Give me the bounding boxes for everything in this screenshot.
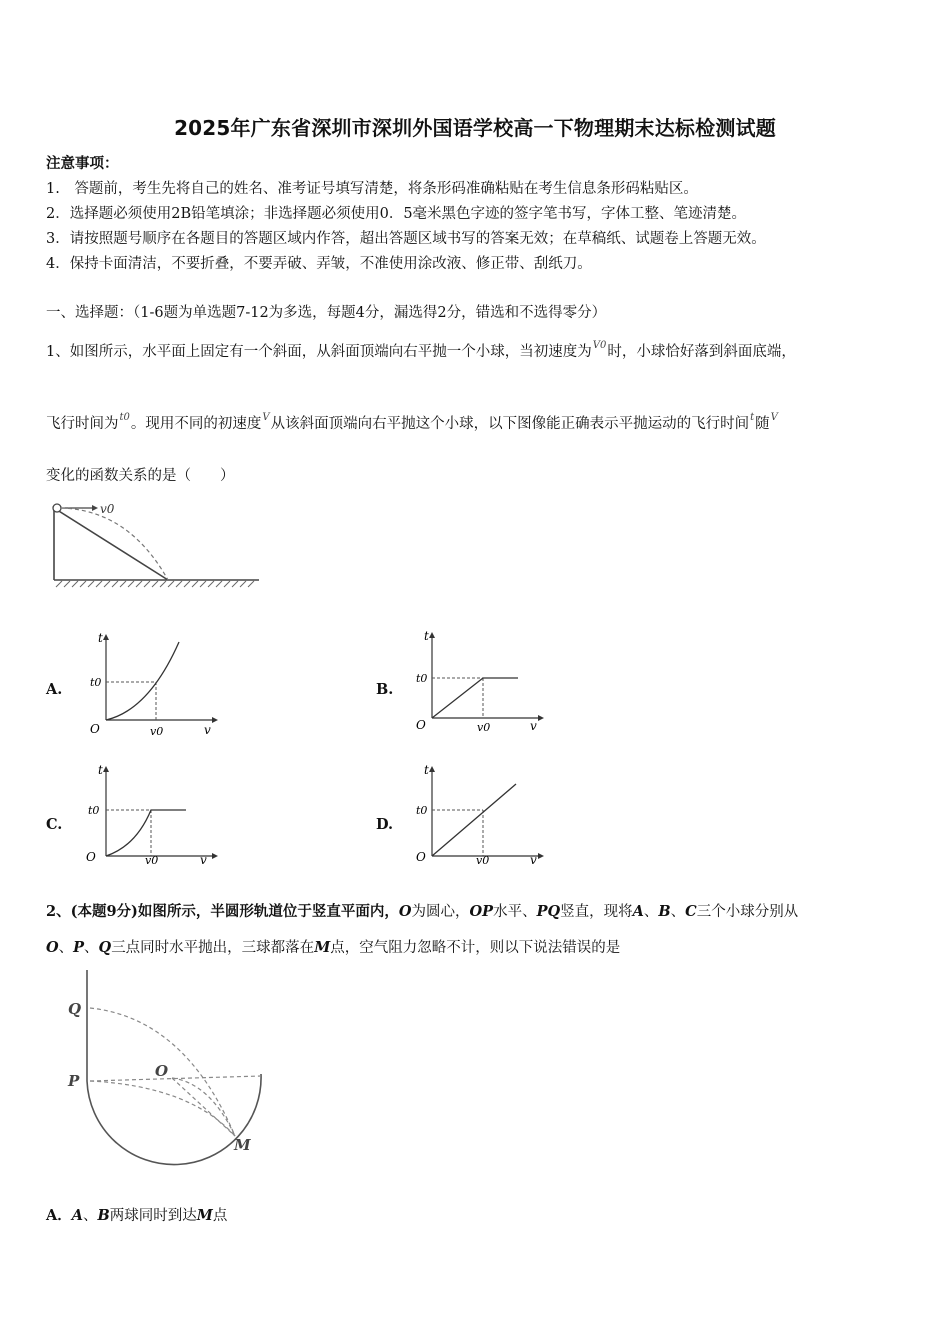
q1-line-3: 变化的函数关系的是（ ） <box>46 468 235 484</box>
symbol-v: V <box>262 412 270 423</box>
option-text: 点 <box>212 1208 228 1224</box>
q2-text: 三点同时水平抛出，三球都落在 <box>111 940 315 956</box>
q2-line-2 <box>46 936 620 957</box>
symbol-v0: V0 <box>592 340 607 351</box>
q1-text: 飞行时间为 <box>46 416 119 432</box>
t-label: t <box>98 631 103 645</box>
x-arrow <box>212 853 218 859</box>
q2-text: 竖直，现将 <box>560 904 633 920</box>
q1-line-2 <box>46 412 779 433</box>
q1-text: 随 <box>755 416 770 432</box>
y-arrow <box>103 766 109 772</box>
t0-label: t0 <box>88 804 100 817</box>
q1-text: 1、如图所示，水平面上固定有一个斜面，从斜面顶端向右平抛一个小球，当初速度为 <box>46 344 592 360</box>
v0-label: v0 <box>476 854 490 867</box>
origin-label: O <box>90 722 100 736</box>
option-a-label[interactable]: A. <box>46 681 63 698</box>
page-title: 2025年广东省深圳市深圳外国语学校高一下物理期末达标检测试题 <box>174 116 776 140</box>
x-arrow <box>538 853 544 859</box>
option-b-label[interactable]: B. <box>376 681 394 698</box>
y-arrow <box>429 766 435 772</box>
option-d-label[interactable]: D. <box>376 816 394 833</box>
x-arrow <box>212 717 218 723</box>
q2-text: 、 <box>84 940 99 956</box>
x-arrow <box>538 715 544 721</box>
notice-heading: 注意事项： <box>46 155 119 172</box>
option-label: A． <box>46 1207 72 1224</box>
option-text: 、 <box>83 1208 98 1224</box>
t-label: t <box>98 763 103 777</box>
semicircle-figure <box>60 968 280 1174</box>
v-label: v <box>530 719 537 733</box>
q2-text: 为圆心， <box>411 904 470 920</box>
curve <box>106 810 186 856</box>
t-label: t <box>424 629 429 643</box>
incline-slope <box>54 508 168 580</box>
q1-text: 从该斜面顶端向右平抛这个小球，以下图像能正确表示平抛运动的飞行时间 <box>270 416 750 432</box>
section-heading: 一、选择题：（1-6题为单选题7-12为多选，每题4分，漏选得2分，错选和不选得零分） <box>46 305 607 321</box>
q2-text: 三个小球分别从 <box>696 904 799 920</box>
var-a: A <box>71 1207 84 1224</box>
var-q: Q <box>98 939 112 956</box>
var-b: B <box>97 1207 110 1224</box>
q2-text: 、 <box>643 904 659 920</box>
y-arrow <box>103 634 109 640</box>
var-pq: PQ <box>536 903 561 920</box>
incline-figure <box>44 498 264 594</box>
q2-line-1 <box>46 900 798 921</box>
t0-label: t0 <box>90 676 102 689</box>
t-label: t <box>424 763 429 777</box>
v0-label: v0 <box>100 502 115 516</box>
arrow-head <box>92 505 98 511</box>
v0-label: v0 <box>477 721 491 734</box>
q-label: Q <box>68 1000 82 1018</box>
ground-hatching <box>56 581 254 587</box>
q2-text: 、 <box>670 904 686 920</box>
v-label: v <box>530 853 537 867</box>
curve <box>432 784 516 856</box>
v0-label: v0 <box>145 854 159 867</box>
ball <box>53 504 61 512</box>
graph-d[interactable] <box>410 760 550 870</box>
q2-text: 点，空气阻力忽略不计，则以下说法错误的是 <box>330 940 621 956</box>
var-a: A <box>632 903 644 920</box>
graph-b[interactable] <box>410 628 550 738</box>
q2-text: 、 <box>58 940 74 956</box>
q1-line-1 <box>46 340 796 361</box>
var-o: O <box>46 939 59 956</box>
var-b: B <box>658 903 671 920</box>
symbol-t: t <box>750 412 755 423</box>
notice-item-2: 2．选择题必须使用2B铅笔填涂；非选择题必须使用0．5毫米黑色字迹的签字笔书写，字体工整、笔迹清楚。 <box>46 206 747 222</box>
origin-label: O <box>416 850 426 864</box>
p-label: P <box>68 1072 80 1090</box>
v-label: v <box>200 853 207 867</box>
curve <box>106 642 179 720</box>
notice-item-1: 1. 答题前，考生先将自己的姓名、准考证号填写清楚，将条形码准确粘贴在考生信息条形码粘贴区。 <box>46 181 698 197</box>
option-c-label[interactable]: C. <box>46 816 63 833</box>
var-op: OP <box>469 903 494 920</box>
var-p: P <box>73 939 85 956</box>
t0-label: t0 <box>416 804 428 817</box>
q1-text: 时，小球恰好落到斜面底端， <box>607 344 796 360</box>
y-arrow <box>429 632 435 638</box>
q2-text: 2、(本题9分)如图所示，半圆形轨道位于竖直平面内， <box>46 903 399 920</box>
radius-om <box>172 1078 235 1136</box>
q2-text: 水平、 <box>493 904 537 920</box>
graph-c[interactable] <box>84 760 224 870</box>
notice-item-3: 3．请按照题号顺序在各题目的答题区域内作答，超出答题区域书写的答案无效；在草稿纸、试题卷上答题无效。 <box>46 231 766 247</box>
curve <box>432 678 518 718</box>
v0-label: v0 <box>150 725 164 738</box>
q1-text: 。现用不同的初速度 <box>130 416 262 432</box>
trajectory-p <box>90 1081 235 1136</box>
var-m: M <box>314 939 331 956</box>
origin-label: O <box>86 850 96 864</box>
var-c: C <box>685 903 697 920</box>
graph-a[interactable] <box>84 630 224 740</box>
var-o: O <box>398 903 412 920</box>
symbol-v: V <box>770 412 778 423</box>
t0-label: t0 <box>416 672 428 685</box>
symbol-t0: t0 <box>119 412 130 423</box>
m-label: M <box>234 1136 251 1154</box>
notice-item-4: 4．保持卡面清洁，不要折叠，不要弄破、弄皱，不准使用涂改液、修正带、刮纸刀。 <box>46 256 592 272</box>
o-label: O <box>155 1062 169 1080</box>
v-label: v <box>204 723 211 737</box>
q2-option-a[interactable] <box>46 1204 227 1225</box>
origin-label: O <box>416 718 426 732</box>
var-m: M <box>196 1207 213 1224</box>
option-text: 两球同时到达 <box>109 1208 197 1224</box>
